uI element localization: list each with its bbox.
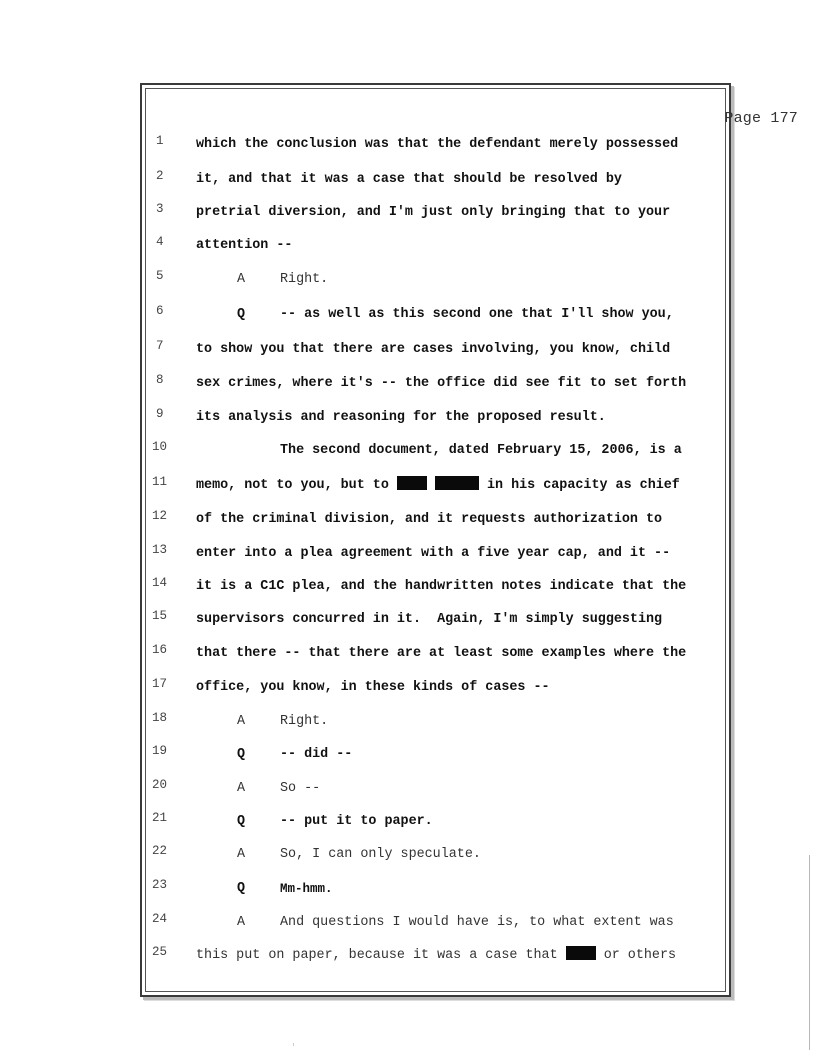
transcript-line [0, 913, 816, 933]
line-number: 3 [156, 202, 164, 216]
line-number: 21 [152, 811, 168, 825]
transcript-line [0, 236, 816, 256]
scan-edge-line [809, 855, 810, 1050]
line-text: Mm-hmm. [280, 882, 333, 896]
page-number: Page 177 [724, 110, 798, 127]
line-text: pretrial diversion, and I'm just only bringing that to your [196, 205, 671, 220]
line-number: 16 [152, 643, 168, 657]
line-number: 23 [152, 878, 168, 892]
speaker-label: Q [237, 814, 246, 829]
line-number: 19 [152, 744, 168, 758]
transcript-line [0, 812, 816, 832]
line-text: to show you that there are cases involving, you know, child [196, 342, 671, 357]
line-text: -- did -- [280, 747, 353, 762]
line-number: 8 [156, 373, 164, 387]
transcript-line [0, 544, 816, 564]
line-number: 12 [152, 509, 168, 523]
transcript-line [0, 408, 816, 428]
line-number: 13 [152, 543, 168, 557]
transcript-line [0, 879, 816, 899]
line-text: Right. [280, 272, 329, 287]
line-text: its analysis and reasoning for the proposed result. [196, 410, 606, 425]
redaction-block [435, 476, 479, 490]
line-text: sex crimes, where it's -- the office did see fit to set forth [196, 376, 687, 391]
transcript-line [0, 340, 816, 360]
speaker-label: A [237, 847, 246, 862]
line-number: 2 [156, 169, 164, 183]
transcript-line [0, 845, 816, 865]
speaker-label: A [237, 714, 246, 729]
scan-speck [293, 1043, 294, 1046]
speaker-label: A [237, 272, 246, 287]
line-text: enter into a plea agreement with a five year cap, and it -- [196, 546, 671, 561]
transcript-line [0, 203, 816, 223]
line-number: 22 [152, 844, 168, 858]
line-text: -- as well as this second one that I'll show you, [280, 307, 674, 322]
line-text: that there -- that there are at least some examples where the [196, 646, 687, 661]
redaction-block [566, 946, 596, 960]
transcript-line [0, 779, 816, 799]
line-number: 10 [152, 440, 168, 454]
line-text: So -- [280, 781, 321, 796]
line-text: it, and that it was a case that should be resolved by [196, 172, 622, 187]
redaction-block [397, 476, 427, 490]
speaker-label: Q [237, 881, 246, 896]
line-text-after: in his capacity as chief [478, 478, 680, 493]
line-text: which the conclusion was that the defendant merely possessed [196, 137, 679, 152]
transcript-line [0, 577, 816, 597]
speaker-label: A [237, 781, 246, 796]
line-text: supervisors concurred in it. Again, I'm simply suggesting [196, 612, 663, 627]
line-text-after: or others [595, 948, 677, 963]
line-text: it is a C1C plea, and the handwritten notes indicate that the [196, 579, 687, 594]
transcript-line [0, 441, 816, 461]
line-text: of the criminal division, and it requests authorization to [196, 512, 663, 527]
transcript-line [0, 170, 816, 190]
transcript-line [0, 135, 816, 155]
transcript-line [0, 374, 816, 394]
line-number: 25 [152, 945, 168, 959]
line-number: 7 [156, 339, 164, 353]
line-text: attention -- [196, 238, 293, 253]
line-text: office, you know, in these kinds of cases -- [196, 680, 550, 695]
transcript-line [0, 745, 816, 765]
line-number: 6 [156, 304, 164, 318]
transcript-line [0, 476, 816, 496]
line-text: The second document, dated February 15, 2006, is a [280, 443, 682, 458]
line-text-before: memo, not to you, but to [196, 478, 397, 493]
line-text-before: this put on paper, because it was a case that [196, 948, 566, 963]
line-text: And questions I would have is, to what extent was [280, 915, 674, 930]
line-number: 4 [156, 235, 164, 249]
line-number: 14 [152, 576, 168, 590]
transcript-line [0, 510, 816, 530]
line-number: 18 [152, 711, 168, 725]
transcript-line [0, 678, 816, 698]
transcript-line [0, 270, 816, 290]
speaker-label: Q [237, 307, 246, 322]
line-text: -- put it to paper. [280, 814, 433, 829]
line-text [196, 946, 676, 966]
line-number: 17 [152, 677, 168, 691]
line-text: Right. [280, 714, 329, 729]
line-number: 5 [156, 269, 164, 283]
transcript-line [0, 644, 816, 664]
line-number: 9 [156, 407, 164, 421]
speaker-label: A [237, 915, 246, 930]
transcript-line [0, 712, 816, 732]
transcript-line [0, 305, 816, 325]
transcript-line [0, 946, 816, 966]
transcript-line [0, 610, 816, 630]
speaker-label: Q [237, 747, 246, 762]
line-text [196, 476, 680, 496]
line-number: 24 [152, 912, 168, 926]
line-text: So, I can only speculate. [280, 847, 481, 862]
line-number: 15 [152, 609, 168, 623]
line-number: 1 [156, 134, 164, 148]
line-number: 20 [152, 778, 168, 792]
line-number: 11 [152, 475, 168, 489]
